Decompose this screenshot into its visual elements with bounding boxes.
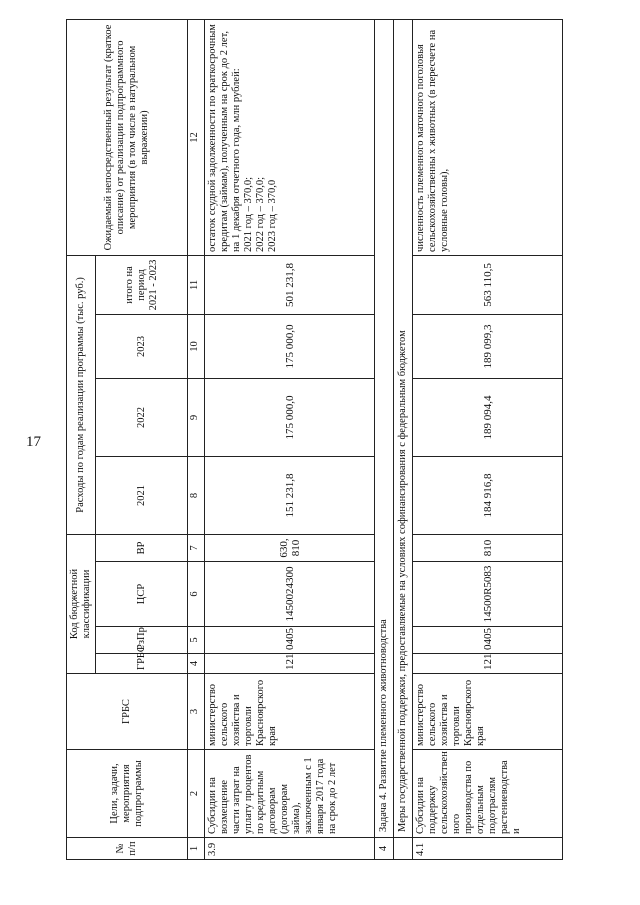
expense-2022: 175 000,0 [205, 378, 375, 456]
code-rzpr: 0405 [413, 627, 563, 654]
measures-empty-cell [394, 838, 413, 860]
column-number: 11 [188, 255, 205, 314]
header-row-1 [67, 19, 96, 859]
header-num: № п/п [67, 838, 188, 860]
code-csr: 14500R5083 [413, 562, 563, 627]
code-grbs: 121 [413, 654, 563, 674]
row-number: 3.9 [205, 838, 375, 860]
table-row [413, 19, 563, 859]
column-number: 3 [188, 674, 205, 750]
header-code-group: Код бюджетной классификации [67, 534, 96, 673]
header-y2023: 2023 [96, 314, 188, 378]
header-grbs: ГРБС [67, 674, 188, 750]
code-vr: 810 [413, 534, 563, 561]
column-number: 6 [188, 562, 205, 627]
task-row [375, 19, 394, 859]
header-result: Ожидаемый непосредственный результат (краткое описание) от реализации подпрограммного мероприятия (в том числе в натуральном выражении) [67, 19, 188, 255]
header-goals: Цели, задачи, мероприятия подпрограммы [67, 750, 188, 838]
header-total: итого на период 2021 - 2023 [96, 255, 188, 314]
column-number: 1 [188, 838, 205, 860]
row-number: 4.1 [413, 838, 563, 860]
measures-row [394, 19, 413, 859]
code-grbs: 121 [205, 654, 375, 674]
column-number: 8 [188, 456, 205, 534]
column-number-row [188, 19, 205, 859]
table-row [205, 19, 375, 859]
header-expenses-group: Расходы по годам реализации программы (тыс. руб.) [67, 255, 96, 534]
header-code-grbs: ГРБС [96, 654, 188, 674]
page-number: 17 [26, 434, 41, 450]
header-y2021: 2021 [96, 456, 188, 534]
header-y2022: 2022 [96, 378, 188, 456]
result-text: остаток ссудной задолженности по краткосрочным кредитам (займам), полученным на срок до 2 лет, на 1 декабря отчетного года, млн рублей: [207, 24, 242, 252]
task-number: 4 [375, 838, 394, 860]
code-rzpr: 0405 [205, 627, 375, 654]
expected-result [205, 19, 375, 255]
expected-result: численность племенного маточного поголовья сельскохозяйственны х животных (в пересчете на условные головы), [413, 19, 563, 255]
expense-2021: 151 231,8 [205, 456, 375, 534]
code-csr: 1450024300 [205, 562, 375, 627]
expense-total: 563 110,5 [413, 255, 563, 314]
column-number: 4 [188, 654, 205, 674]
column-number: 9 [188, 378, 205, 456]
expense-total: 501 231,8 [205, 255, 375, 314]
column-number: 10 [188, 314, 205, 378]
result-2021: 2021 год – 370,0; [243, 176, 254, 252]
header-code-rzpr: РзПр [96, 627, 188, 654]
measure-name: Субсидии на возмещение части затрат на уплату процентов по кредитным договорам (договорам займа), заключенным с 1 января 2017 года на срок до 2 лет [205, 750, 375, 838]
measure-name: Субсидии на поддержку сельскохозяйствен ного производства по отдельным подотраслям растениеводства и [413, 750, 563, 838]
column-number: 12 [188, 19, 205, 255]
column-number: 5 [188, 627, 205, 654]
code-vr: 630, 810 [205, 534, 375, 561]
expense-2021: 184 916,8 [413, 456, 563, 534]
grbs-name: министерство сельского хозяйства и торговли Красноярского края [205, 674, 375, 750]
expense-2023: 189 099,3 [413, 314, 563, 378]
measures-title: Меры государственной поддержки, предоставляемые на условиях софинансирования с федеральным бюджетом [394, 19, 413, 837]
header-code-vr: ВР [96, 534, 188, 561]
task-title: Задача 4. Развитие племенного животноводства [375, 19, 394, 837]
column-number: 7 [188, 534, 205, 561]
header-code-csr: ЦСР [96, 562, 188, 627]
result-2022: 2022 год – 370,0; [255, 176, 266, 252]
column-number: 2 [188, 750, 205, 838]
result-2023: 2023 год – 370,0 [267, 179, 278, 252]
grbs-name: министерство сельского хозяйства и торговли Красноярского края [413, 674, 563, 750]
program-table [66, 19, 563, 860]
expense-2022: 189 094,4 [413, 378, 563, 456]
expense-2023: 175 000,0 [205, 314, 375, 378]
